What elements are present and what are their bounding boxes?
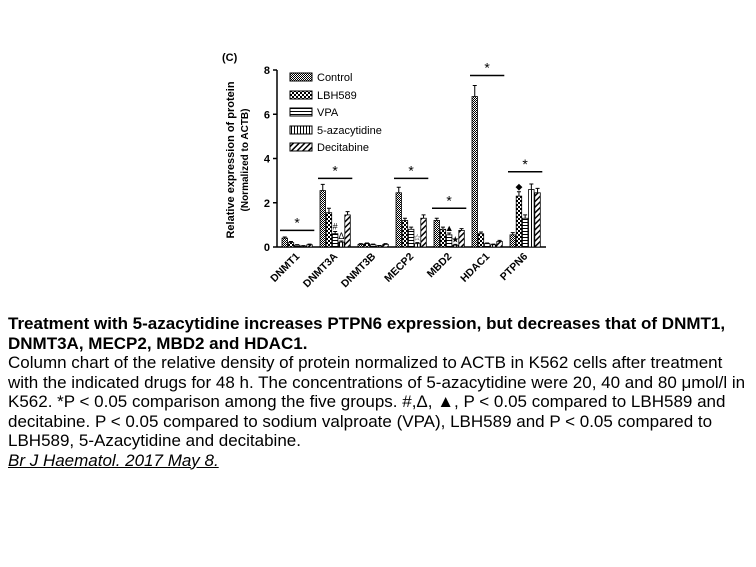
panel-label: (C): [222, 52, 238, 64]
bar: [282, 238, 288, 247]
legend: [290, 72, 382, 154]
bar: [288, 243, 294, 247]
legend-item-vpa: [290, 107, 339, 119]
legend-swatch: [290, 143, 312, 151]
x-tick-label-dnmt1: DNMT1: [268, 250, 303, 285]
error-bar: [517, 192, 521, 196]
bar: [358, 244, 364, 247]
x-tick-label-mecp2: MECP2: [382, 250, 417, 285]
bar-annotation-symbol: ▲: [444, 223, 454, 234]
error-bar: [397, 187, 401, 193]
x-tick-labels: [268, 250, 530, 290]
legend-swatch: [290, 73, 312, 81]
y-tick-label: 8: [263, 65, 270, 77]
y-ticks: [264, 65, 277, 254]
error-bar: [321, 184, 325, 190]
bar: [339, 242, 345, 247]
x-tick-label-mbd2: MBD2: [424, 250, 455, 281]
bar: [396, 193, 402, 247]
bar: [472, 97, 478, 247]
y-tick-label: 2: [263, 197, 270, 210]
bar-annotation-symbol: ★: [451, 234, 460, 245]
error-bar: [422, 215, 426, 218]
legend-label: Decitabine: [317, 142, 369, 154]
legend-item-lbh589: [290, 90, 357, 102]
bar: [370, 245, 376, 247]
legend-item-decitabine: [290, 142, 369, 154]
x-tick-label-dnmt3b: DNMT3B: [338, 250, 379, 291]
significance-star: *: [294, 214, 300, 231]
bar-annotation-symbol: ◆: [515, 181, 523, 192]
caption-headline: Treatment with 5-azacytidine increases PTPN6 expression, but decreases that of DNMT1, DNMT3A, MECP2, MBD2 and HDAC1.: [8, 314, 726, 353]
bar: [484, 244, 490, 247]
bar: [307, 245, 313, 247]
legend-item-control: [290, 72, 352, 84]
legend-item-5-azacytidine: [290, 125, 382, 137]
bar: [478, 234, 484, 247]
x-tick-label-ptpn6: PTPN6: [497, 250, 531, 284]
bar: [402, 220, 408, 247]
error-bar: [529, 184, 533, 190]
caption-body: Column chart of the relative density of protein normalized to ACTB in K562 cells after treatment with the indicated drugs for 48 h. The concentrations of 5-azacytidine were 20, 40 and 80 μmol/l in K562. *P < 0.05 comparison among the five groups. #,Δ, ▲, P < 0.05 compared to LBH589 and decitabine. P < 0.05 compared to sodium valproate (VPA), LBH589 and P < 0.05 compared to LBH589, 5-Azacytidine and decitabine.: [8, 353, 746, 450]
bar-annotation-symbol: ☆: [413, 232, 422, 243]
bar: [497, 241, 503, 247]
y-tick-label: 4: [263, 153, 270, 166]
bar: [510, 235, 516, 247]
bar: [320, 191, 326, 247]
bar: [326, 213, 332, 247]
y-tick-label: 0: [263, 242, 270, 254]
bar: [301, 246, 307, 247]
x-tick-label-hdac1: HDAC1: [458, 250, 493, 285]
bar-annotation-symbol: Δ: [338, 231, 345, 242]
bar: [345, 215, 351, 247]
bar: [415, 244, 421, 247]
bar: [294, 245, 300, 247]
bar: [516, 196, 522, 247]
bar: [522, 218, 528, 247]
legend-swatch: [290, 126, 312, 134]
group-annotations: [333, 182, 523, 245]
legend-swatch: [290, 91, 312, 99]
error-bar: [536, 188, 540, 192]
error-bar: [473, 85, 477, 96]
bar: [491, 245, 497, 247]
x-tick-label-dnmt3a: DNMT3A: [300, 250, 341, 291]
significance-star: *: [522, 155, 528, 172]
bar: [332, 234, 338, 247]
significance-star: *: [484, 59, 490, 76]
legend-swatch: [290, 108, 312, 116]
legend-label: LBH589: [317, 90, 357, 102]
legend-label: 5-azacytidine: [317, 125, 382, 137]
y-tick-label: 6: [263, 109, 270, 122]
significance-star: *: [408, 162, 414, 179]
y-axis-label-units: (Normalized to ACTB): [240, 108, 251, 212]
error-bar: [523, 215, 527, 218]
bar: [459, 230, 465, 247]
bar-annotation-symbol: #: [332, 221, 338, 232]
bar: [453, 245, 459, 247]
significance-star: *: [332, 162, 338, 179]
bar: [364, 244, 370, 247]
bar: [421, 218, 427, 247]
legend-label: Control: [317, 72, 353, 84]
bar: [377, 246, 383, 247]
caption-citation: Br J Haematol. 2017 May 8.: [8, 450, 219, 470]
legend-label: VPA: [317, 107, 339, 119]
bar: [529, 189, 535, 247]
bar: [535, 193, 541, 247]
error-bar: [327, 208, 331, 212]
significance-star: *: [446, 192, 452, 209]
bar: [383, 244, 389, 247]
bar: [434, 220, 440, 247]
error-bar: [346, 212, 350, 215]
figure-caption: [8, 314, 752, 470]
y-axis-label: Relative expression of protein: [225, 81, 237, 239]
